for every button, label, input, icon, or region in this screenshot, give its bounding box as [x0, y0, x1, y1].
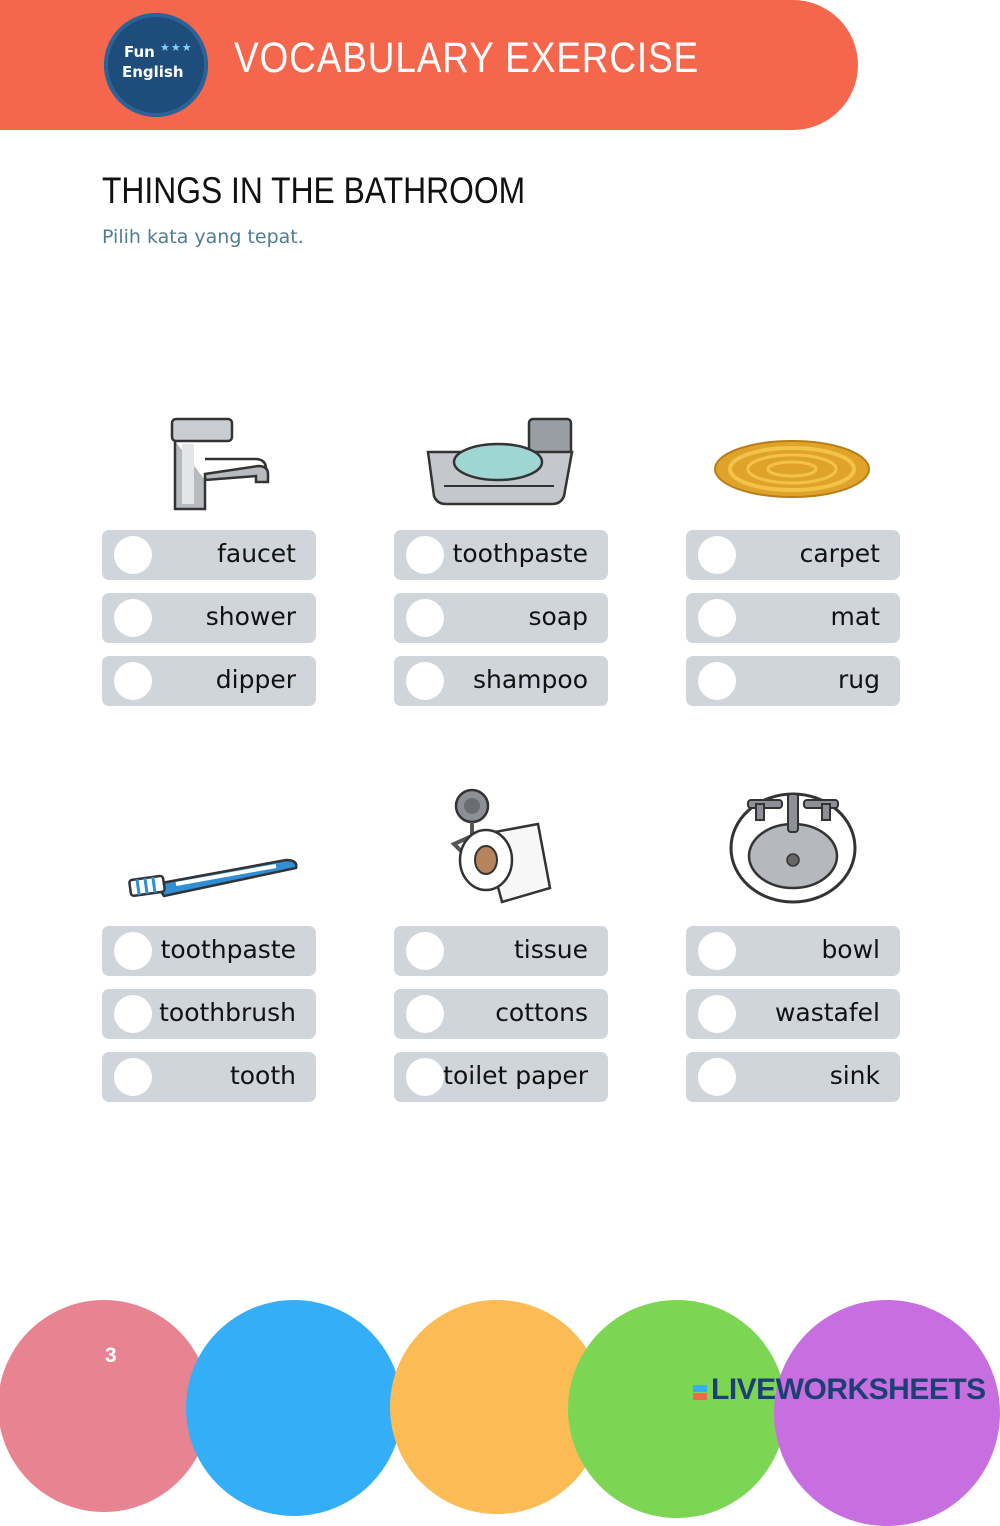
answer-option[interactable]: [394, 656, 608, 706]
option-label: tooth: [229, 1061, 296, 1090]
radio-button[interactable]: [698, 599, 736, 637]
radio-button[interactable]: [406, 536, 444, 574]
radio-button[interactable]: [698, 1058, 736, 1096]
answer-option[interactable]: [102, 1052, 316, 1102]
option-label: faucet: [217, 539, 296, 568]
answer-option[interactable]: [394, 926, 608, 976]
radio-button[interactable]: [698, 932, 736, 970]
answer-option[interactable]: [686, 926, 900, 976]
rug-icon: [712, 438, 872, 500]
radio-button[interactable]: [114, 995, 152, 1033]
answer-option[interactable]: [394, 1052, 608, 1102]
radio-button[interactable]: [114, 536, 152, 574]
question-4-options: [102, 926, 316, 1115]
answer-option[interactable]: [686, 530, 900, 580]
instruction-text: Pilih kata yang tepat.: [102, 226, 304, 248]
toilet-paper-icon: [444, 784, 556, 908]
answer-option[interactable]: [394, 530, 608, 580]
soap-dish-icon: [424, 414, 576, 514]
radio-button[interactable]: [406, 599, 444, 637]
page-title: VOCABULARY EXERCISE: [234, 34, 700, 82]
question-5-options: [394, 926, 608, 1115]
section-title: THINGS IN THE BATHROOM: [102, 170, 526, 211]
footer-circle-pink: [0, 1300, 210, 1512]
answer-option[interactable]: [686, 989, 900, 1039]
radio-button[interactable]: [406, 932, 444, 970]
answer-option[interactable]: [102, 656, 316, 706]
radio-button[interactable]: [114, 599, 152, 637]
option-label: rug: [838, 665, 880, 694]
option-label: wastafel: [774, 998, 880, 1027]
answer-option[interactable]: [686, 1052, 900, 1102]
option-label: cottons: [495, 998, 588, 1027]
answer-option[interactable]: [102, 926, 316, 976]
option-label: carpet: [799, 539, 880, 568]
answer-option[interactable]: [686, 656, 900, 706]
option-label: toothpaste: [452, 539, 588, 568]
question-1-options: [102, 530, 316, 719]
sink-icon: [728, 788, 858, 906]
option-label: bowl: [821, 935, 880, 964]
answer-option[interactable]: [102, 530, 316, 580]
answer-option[interactable]: [102, 989, 316, 1039]
answer-option[interactable]: [102, 593, 316, 643]
answer-option[interactable]: [394, 989, 608, 1039]
radio-button[interactable]: [114, 662, 152, 700]
brand-text: LIVEWORKSHEETS: [711, 1373, 986, 1406]
radio-button[interactable]: [114, 932, 152, 970]
footer-circle-green: [568, 1300, 786, 1518]
radio-button[interactable]: [698, 995, 736, 1033]
radio-button[interactable]: [406, 1058, 444, 1096]
answer-option[interactable]: [394, 593, 608, 643]
option-label: tissue: [513, 935, 588, 964]
radio-button[interactable]: [406, 995, 444, 1033]
radio-button[interactable]: [698, 662, 736, 700]
fun-english-logo: [104, 13, 208, 117]
option-label: soap: [528, 602, 588, 631]
radio-button[interactable]: [114, 1058, 152, 1096]
radio-button[interactable]: [698, 536, 736, 574]
faucet-icon: [160, 414, 272, 514]
question-3-options: [686, 530, 900, 719]
answer-option[interactable]: [686, 593, 900, 643]
option-label: dipper: [215, 665, 296, 694]
logo-line1: Fun: [124, 43, 155, 61]
option-label: mat: [830, 602, 880, 631]
toothbrush-icon: [126, 846, 300, 906]
footer-circle-blue: [186, 1300, 402, 1516]
logo-line2: English: [122, 63, 184, 81]
option-label: toothbrush: [159, 998, 296, 1027]
liveworksheets-brand[interactable]: [693, 1373, 986, 1407]
question-2-options: [394, 530, 608, 719]
question-6-options: [686, 926, 900, 1115]
option-label: toothpaste: [160, 935, 296, 964]
liveworksheets-logo-icon: [693, 1377, 707, 1401]
logo-stars: ★★★: [160, 41, 193, 54]
page-number: 3: [105, 1344, 117, 1367]
option-label: sink: [829, 1061, 880, 1090]
radio-button[interactable]: [406, 662, 444, 700]
option-label: shower: [205, 602, 296, 631]
option-label: toilet paper: [443, 1061, 588, 1090]
option-label: shampoo: [472, 665, 588, 694]
footer-circle-purple: [774, 1300, 1000, 1526]
